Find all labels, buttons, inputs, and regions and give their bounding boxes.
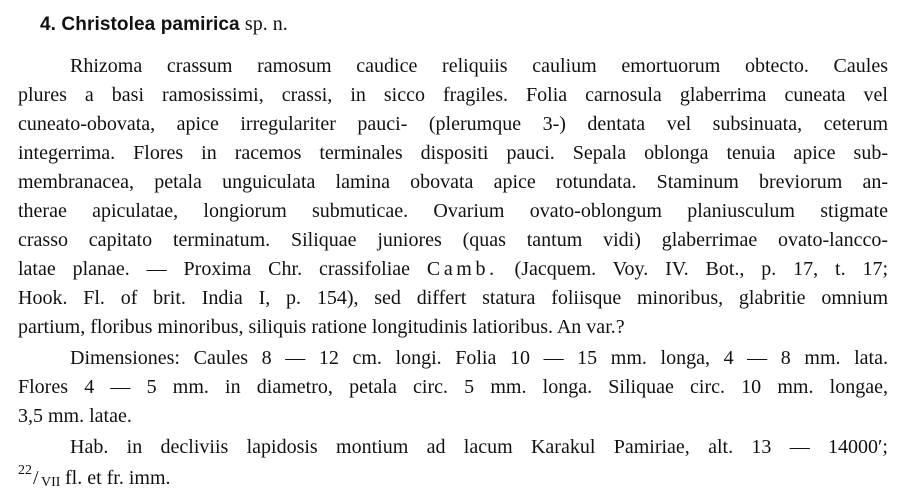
- description-line-10: partium, floribus minoribus, siliquis ratione longitudinis latioribus. An var.?: [18, 316, 625, 338]
- description-line-1: Rhizoma crassum ramosum caudice reliquiis caulium emortuorum obtecto. Caules: [70, 55, 888, 77]
- dimensions-line-2: Flores 4 — 5 mm. in diametro, petala circ. 5 mm. longa. Siliquae circ. 10 mm. longae,: [18, 376, 888, 398]
- description-line-8: [18, 254, 888, 284]
- species-heading: [40, 10, 288, 38]
- species-number-name: 4. Christolea pamirica: [40, 14, 240, 35]
- date-day: 22: [18, 463, 32, 478]
- description-line-6: therae apiculatae, longiorum submuticae. Ovarium ovato-oblongum planiusculum stigmate: [18, 200, 888, 222]
- habitat-line-2: [18, 463, 888, 493]
- description-line-4: integerrima. Flores in racemos terminales dispositi pauci. Sepala oblonga tenuia apice sub-: [18, 142, 888, 164]
- dimensions-line-3: 3,5 mm. latae.: [18, 405, 132, 427]
- collection-date-fraction: 22 / VII: [18, 463, 60, 493]
- line8-after: (Jacquem. Voy. IV. Bot., p. 17, t. 17;: [497, 258, 888, 280]
- description-line-2: plures a basi ramosissimi, crassi, in sicco fragiles. Folia carnosula glaberrima cuneata vel: [18, 84, 888, 106]
- habitat-line-1: Hab. in decliviis lapidosis montium ad lacum Karakul Pamiriae, alt. 13 — 14000′;: [70, 436, 888, 458]
- description-line-7: crasso capitato terminatum. Siliquae juniores (quas tantum vidi) glaberrimae ovato-lancco-: [18, 229, 888, 251]
- author-abbreviation: Camb.: [426, 258, 498, 280]
- species-suffix: sp. n.: [244, 13, 288, 35]
- description-line-9: Hook. Fl. of brit. India I, p. 154), sed differt statura foliisque minoribus, glabritie omnium: [18, 287, 888, 309]
- description-line-3: cuneato-obovata, apice irregulariter pauci- (plerumque 3-) dentata vel subsinuata, ceterum: [18, 113, 888, 135]
- description-line-5: membranacea, petala unguiculata lamina obovata apice rotundata. Staminum breviorum an-: [18, 171, 888, 193]
- habitat-line-2-text: fl. et fr. imm.: [60, 467, 171, 489]
- date-month: VII: [41, 475, 61, 490]
- line8-before: latae planae. — Proxima Chr. crassifoliae: [18, 258, 427, 280]
- dimensions-line-1: Dimensiones: Caules 8 — 12 cm. longi. Folia 10 — 15 mm. longa, 4 — 8 mm. lata.: [70, 347, 888, 369]
